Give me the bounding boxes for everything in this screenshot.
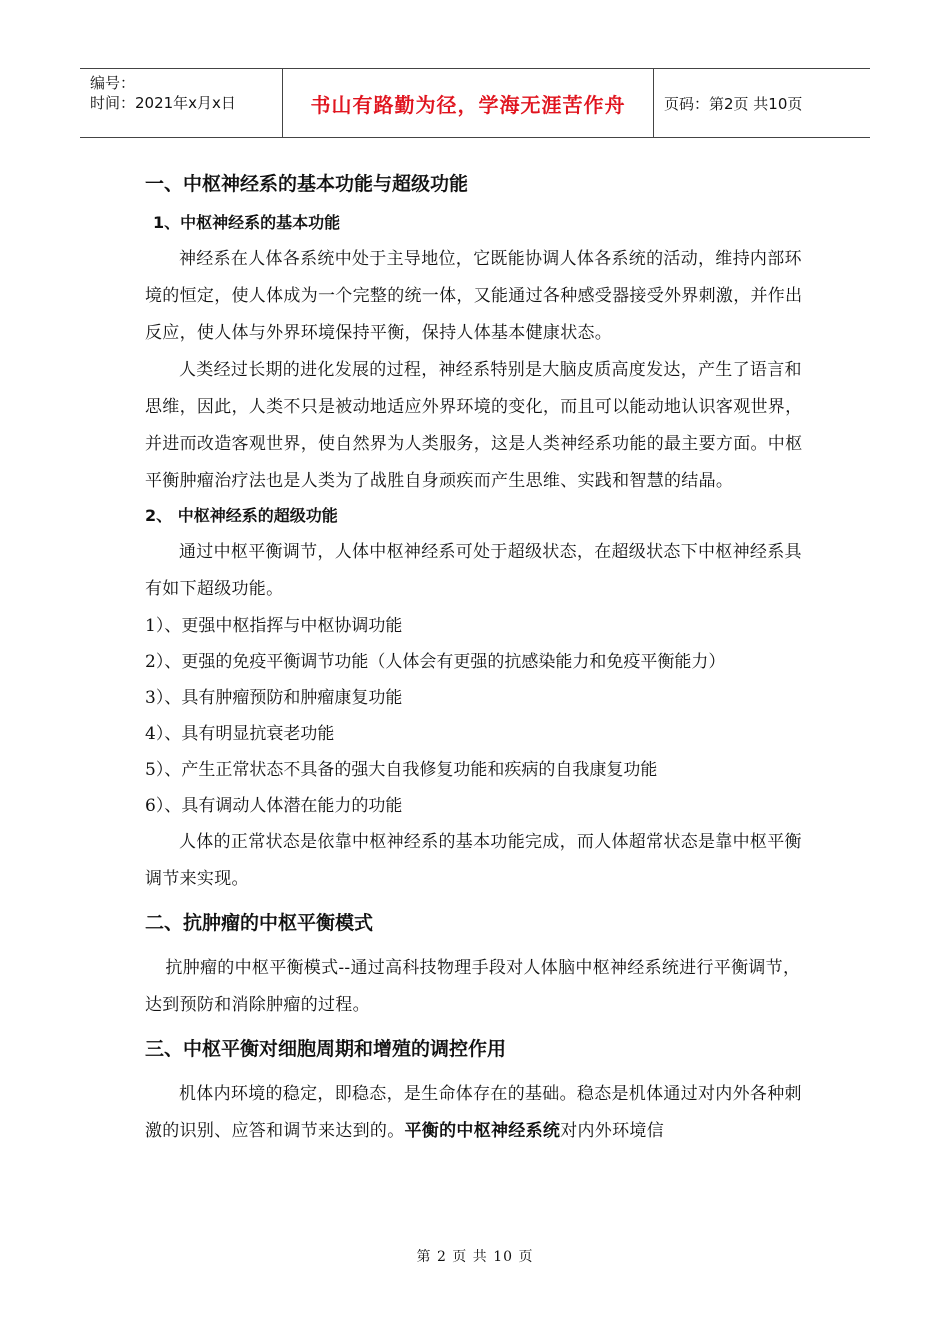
list-item: 5）、产生正常状态不具备的强大自我修复功能和疾病的自我康复功能	[145, 760, 658, 780]
page-header	[80, 68, 870, 138]
text-run: 机体内环境的稳定，即稳态，是生命体存在的基础。稳态是机体通过对内外各种刺激的识别、应答和调节来达到的。	[145, 1084, 802, 1141]
super-function-list	[145, 608, 810, 824]
list-item: 6）、具有调动人体潜在能力的功能	[145, 796, 403, 816]
list-item: 4）、具有明显抗衰老功能	[145, 724, 335, 744]
header-meta	[80, 69, 282, 137]
paragraph: 神经系在人体各系统中处于主导地位，它既能协调人体各系统的活动，维持内部环境的恒定，使人体成为一个完整的统一体，又能通过各种感受器接受外界刺激，并作出反应，使人体与外界环境保持平衡，保持人体基本健康状态。	[145, 249, 803, 343]
paragraph: 人类经过长期的进化发展的过程，神经系特别是大脑皮质高度发达，产生了语言和思维，因此，人类不只是被动地适应外界环境的变化，而且可以能动地认识客观世界，并进而改造客观世界，使自然界为人类服务，这是人类神经系功能的最主要方面。中枢平衡肿瘤治疗法也是人类为了战胜自身顽疾而产生思维、实践和智慧的结晶。	[145, 360, 803, 491]
paragraph: 人体的正常状态是依靠中枢神经系的基本功能完成，而人体超常状态是靠中枢平衡调节来实现。	[145, 832, 802, 889]
paragraph	[145, 1076, 810, 1150]
text-run: 对内外环境信	[560, 1121, 665, 1141]
number-label: 编号：	[90, 74, 136, 92]
list-item: 1）、更强中枢指挥与中枢协调功能	[145, 616, 403, 636]
time-label: 时间：2021年x月x日	[90, 94, 236, 112]
section-1-1-title: 1、中枢神经系的基本功能	[153, 213, 341, 232]
paragraph: 抗肿瘤的中枢平衡模式--通过高科技物理手段对人体脑中枢神经系统进行平衡调节，达到预防和消除肿瘤的过程。	[145, 958, 801, 1015]
section-3-title: 三、中枢平衡对细胞周期和增殖的调控作用	[145, 1038, 507, 1060]
header-motto: 书山有路勤为径，学海无涯苦作舟	[282, 69, 654, 137]
page-footer: 第 2 页 共 10 页	[416, 1249, 534, 1265]
section-2-title: 二、抗肿瘤的中枢平衡模式	[145, 912, 374, 934]
list-item: 3）、具有肿瘤预防和肿瘤康复功能	[145, 688, 403, 708]
list-item: 2）、更强的免疫平衡调节功能（人体会有更强的抗感染能力和免疫平衡能力）	[145, 652, 726, 672]
paragraph: 通过中枢平衡调节，人体中枢神经系可处于超级状态，在超级状态下中枢神经系具有如下超级功能。	[145, 542, 802, 599]
section-1-title: 一、中枢神经系的基本功能与超级功能	[145, 173, 469, 195]
document-body	[145, 165, 810, 1150]
emphasis-text: 平衡的中枢神经系统	[404, 1121, 561, 1141]
header-page-info: 页码：第2页 共10页	[664, 94, 803, 113]
section-1-2-title: 2、 中枢神经系的超级功能	[145, 506, 338, 525]
